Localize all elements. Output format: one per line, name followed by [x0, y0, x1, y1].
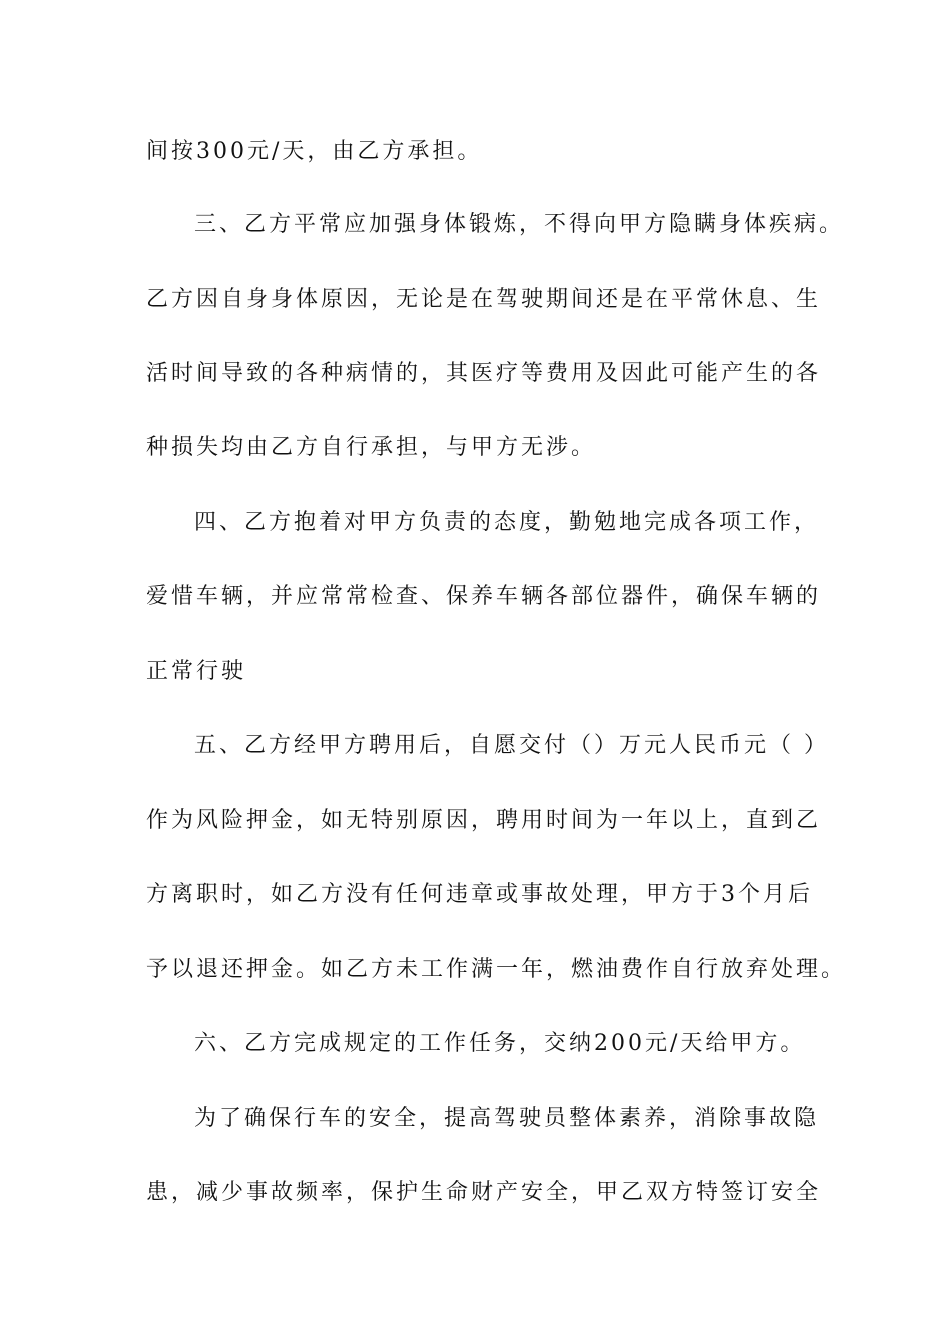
- text-line: 为了确保行车的安全，提高驾驶员整体素养，消除事故隐: [194, 1106, 820, 1131]
- text-line: 作为风险押金，如无特别原因，聘用时间为一年以上，直到乙: [146, 808, 822, 833]
- text-line: 四、乙方抱着对甲方负责的态度，勤勉地完成各项工作，: [194, 510, 820, 535]
- text-line: 患，减少事故频率，保护生命财产安全，甲乙双方特签订安全: [146, 1180, 822, 1205]
- text-line: 方离职时，如乙方没有任何违章或事故处理，甲方于3个月后: [146, 882, 813, 907]
- text-line: 爱惜车辆，并应常常检查、保养车辆各部位器件，确保车辆的: [146, 584, 822, 609]
- text-line: 予以退还押金。如乙方未工作满一年，燃油费作自行放弃处理。: [146, 957, 847, 982]
- text-line: 间按300元/天，由乙方承担。: [146, 139, 483, 164]
- text-line: 种损失均由乙方自行承担，与甲方无涉。: [146, 435, 597, 460]
- text-line: 活时间导致的各种病情的，其医疗等费用及因此可能产生的各: [146, 361, 822, 386]
- text-line: 三、乙方平常应加强身体锻炼，不得向甲方隐瞒身体疾病。: [194, 212, 845, 237]
- text-line: 六、乙方完成规定的工作任务，交纳200元/天给甲方。: [194, 1031, 806, 1056]
- text-line: 五、乙方经甲方聘用后，自愿交付（）万元人民币元（ ）: [194, 733, 829, 758]
- text-line: 乙方因自身身体原因，无论是在驾驶期间还是在平常休息、生: [146, 287, 822, 312]
- text-line: 正常行驶: [146, 659, 247, 684]
